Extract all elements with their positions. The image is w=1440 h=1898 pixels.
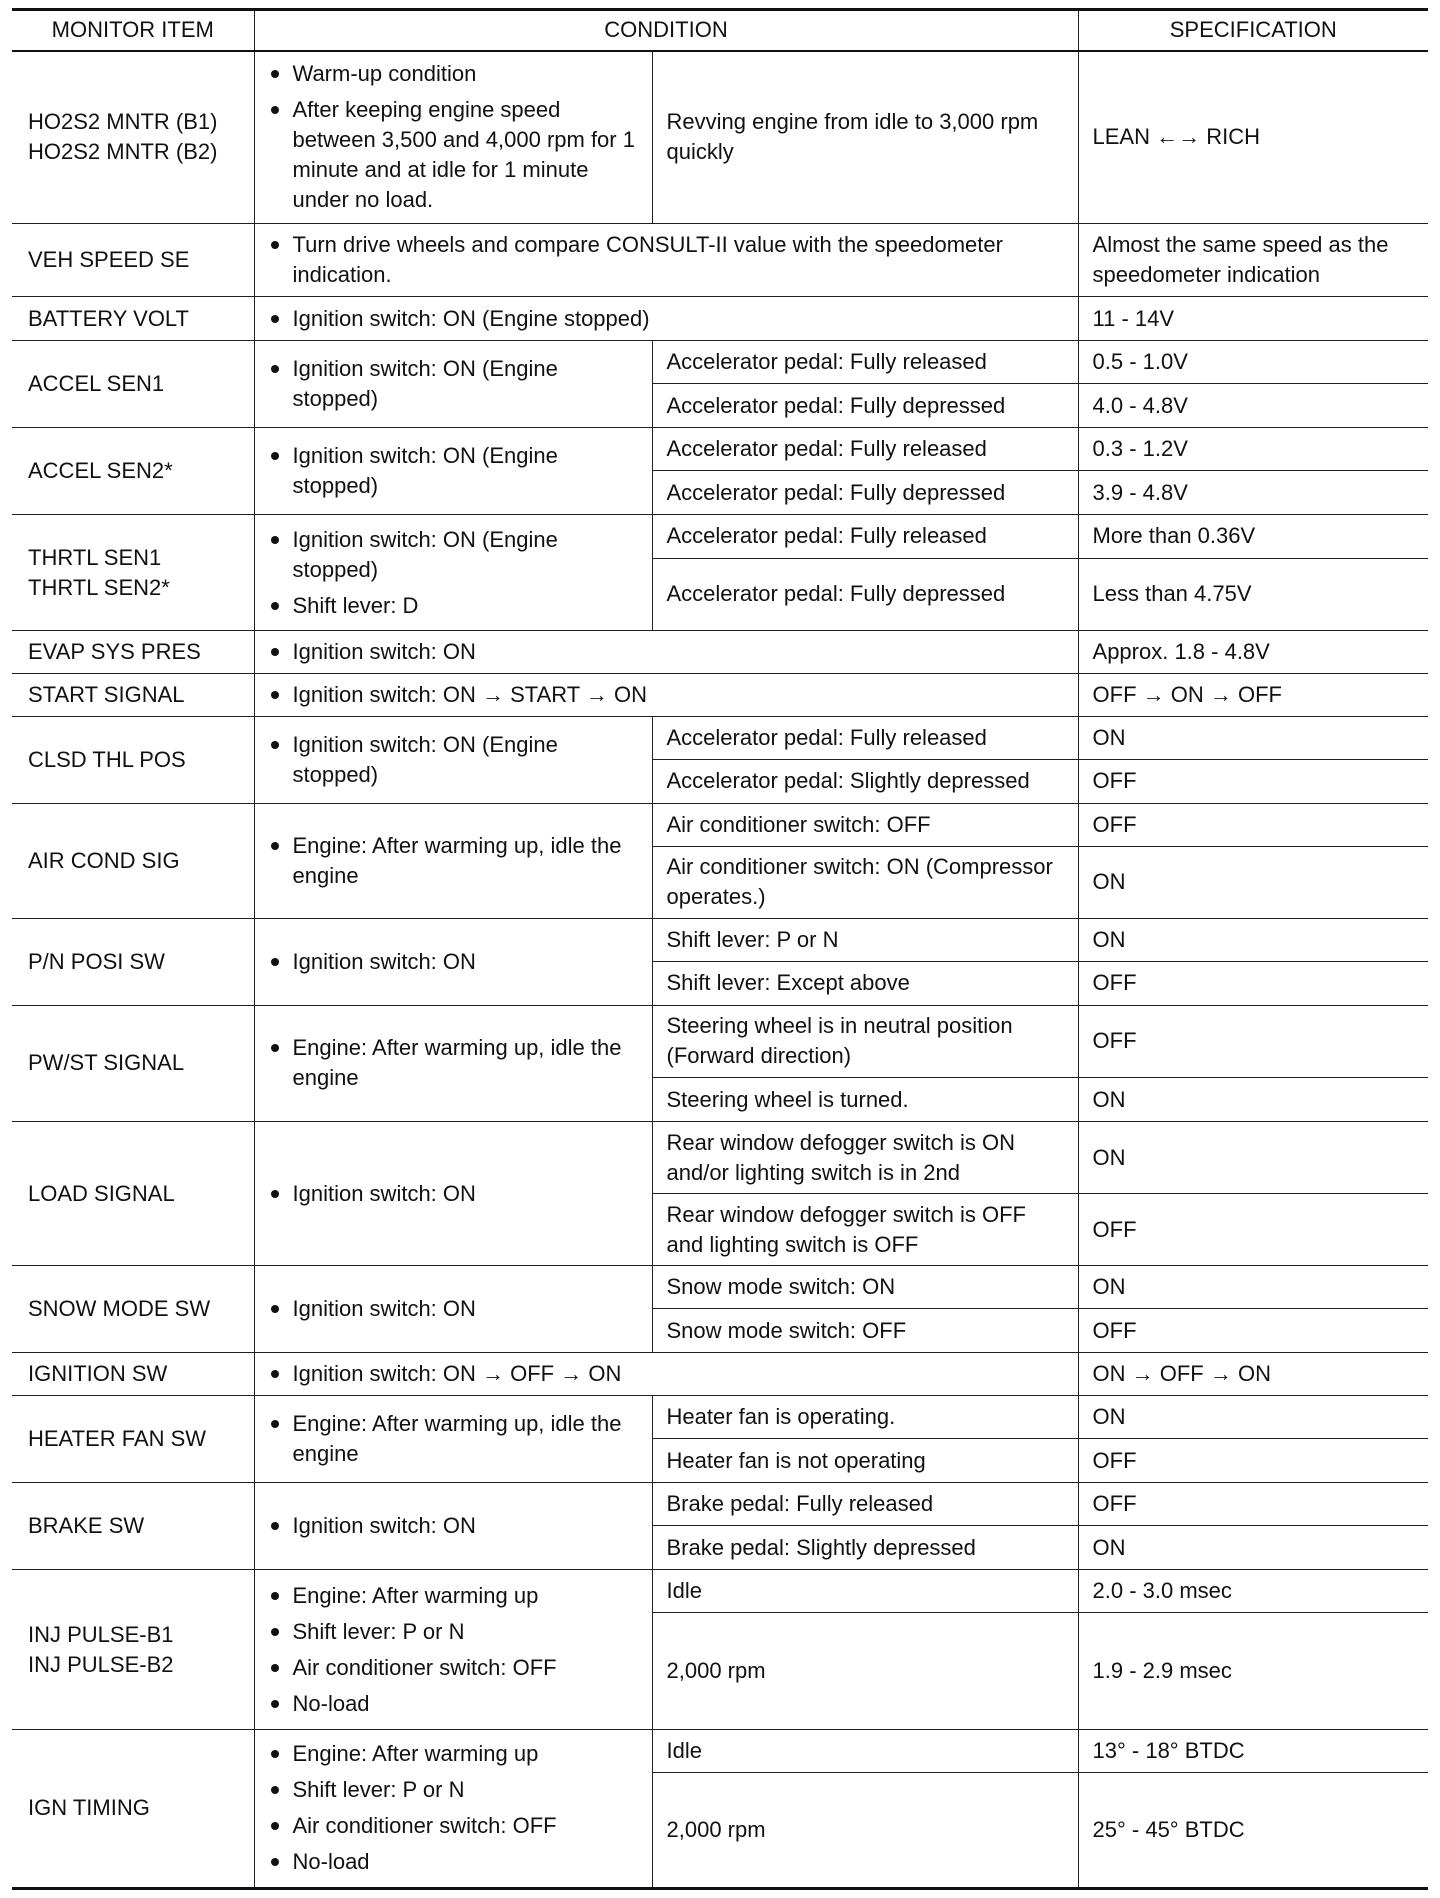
specification-cell: ON [1078, 1396, 1428, 1439]
condition-text: Air conditioner switch: OFF [292, 1654, 557, 1680]
condition-text: Turn drive wheels and compare CONSULT-II value with the speedometer indication. [292, 232, 1003, 288]
monitor-item-name: CLSD THL POS [28, 746, 186, 772]
monitor-item-name: AIR COND SIG [28, 847, 180, 873]
sub-condition-cell: Rear window defogger switch is OFF and lighting switch is OFF [652, 1194, 1078, 1266]
sub-condition-cell: 2,000 rpm [652, 1772, 1078, 1888]
condition-text: Warm-up condition [292, 61, 477, 87]
condition-cell [254, 630, 1078, 673]
sub-condition-cell: Accelerator pedal: Fully released [652, 515, 1078, 558]
condition-item [269, 1775, 638, 1805]
condition-text: Ignition switch: ON [292, 1513, 476, 1539]
monitor-item-name: THRTL SEN1 [28, 544, 162, 570]
table-row [12, 51, 1428, 224]
monitor-item-name: HO2S2 MNTR (B1) [28, 109, 218, 135]
sub-condition-cell: Revving engine from idle to 3,000 rpm quickly [652, 51, 1078, 224]
condition-text: Ignition switch: ON (Engine stopped) [292, 526, 558, 582]
sub-condition-cell: Rear window defogger switch is ON and/or lighting switch is in 2nd [652, 1122, 1078, 1194]
condition-cell [254, 803, 652, 918]
monitor-item-cell [12, 1729, 254, 1888]
sub-condition-cell: Air conditioner switch: OFF [652, 803, 1078, 846]
condition-text: Ignition switch: ON [292, 1296, 476, 1322]
header-condition: CONDITION [254, 10, 1078, 51]
sub-condition-cell: Idle [652, 1729, 1078, 1772]
condition-item [269, 1689, 638, 1719]
condition-text: Ignition switch: ON → START → ON [292, 681, 648, 707]
condition-cell [254, 428, 652, 515]
specification-cell: 3.9 - 4.8V [1078, 471, 1428, 515]
table-row [12, 716, 1428, 759]
specification-cell: OFF [1078, 1194, 1428, 1266]
header-row [12, 10, 1428, 51]
condition-item [269, 680, 1064, 710]
specification-cell: OFF [1078, 803, 1428, 846]
bullet-icon [271, 1420, 279, 1428]
condition-text: No-load [292, 1849, 370, 1875]
condition-cell [254, 918, 652, 1005]
condition-list [269, 1359, 1064, 1389]
specification-cell: 0.3 - 1.2V [1078, 428, 1428, 471]
specification-cell: OFF [1078, 1483, 1428, 1526]
condition-cell [254, 1266, 652, 1353]
condition-list [269, 637, 1064, 667]
condition-text: Engine: After warming up [292, 1741, 539, 1767]
table-row [12, 1353, 1428, 1396]
condition-text: Engine: After warming up, idle the engine [292, 1035, 622, 1091]
table-body [12, 51, 1428, 1889]
specification-cell: 11 - 14V [1078, 297, 1428, 341]
condition-cell [254, 1122, 652, 1266]
condition-item [269, 230, 1064, 290]
specification-cell: 4.0 - 4.8V [1078, 384, 1428, 428]
monitor-item-name: P/N POSI SW [28, 948, 165, 974]
bullet-icon [271, 1044, 279, 1052]
condition-text: No-load [292, 1690, 370, 1716]
monitor-item-name: SNOW MODE SW [28, 1296, 211, 1322]
bullet-icon [271, 741, 279, 749]
monitor-item-name: ACCEL SEN2* [28, 458, 173, 484]
specification-cell: OFF → ON → OFF [1078, 673, 1428, 716]
bullet-icon [271, 1305, 279, 1313]
specification-cell: OFF [1078, 1309, 1428, 1353]
monitor-item-name: PW/ST SIGNAL [28, 1050, 185, 1076]
sub-condition-cell: Shift lever: P or N [652, 918, 1078, 961]
monitor-item-name: ACCEL SEN1 [28, 371, 165, 397]
table-row [12, 297, 1428, 341]
monitor-item-name: VEH SPEED SE [28, 247, 190, 273]
condition-list [269, 831, 638, 891]
bullet-icon [271, 1370, 279, 1378]
monitor-item-cell [12, 1122, 254, 1266]
condition-list [269, 304, 1064, 334]
monitor-item-name: IGNITION SW [28, 1361, 168, 1387]
condition-item [269, 831, 638, 891]
condition-item [269, 1359, 1064, 1389]
condition-item [269, 1653, 638, 1683]
monitor-item-cell [12, 1005, 254, 1121]
sub-condition-cell: Shift lever: Except above [652, 961, 1078, 1005]
condition-cell [254, 1353, 1078, 1396]
monitor-item-name: HO2S2 MNTR (B2) [28, 139, 218, 165]
monitor-item-cell [12, 1266, 254, 1353]
sub-condition-cell: Accelerator pedal: Fully released [652, 428, 1078, 471]
condition-list [269, 354, 638, 414]
monitor-item-cell [12, 515, 254, 630]
monitor-item-name: HEATER FAN SW [28, 1426, 207, 1452]
condition-list [269, 441, 638, 501]
monitor-item-name: BATTERY VOLT [28, 305, 189, 331]
monitor-item-cell [12, 297, 254, 341]
condition-list [269, 947, 638, 977]
condition-text: Ignition switch: ON (Engine stopped) [292, 731, 558, 787]
condition-list [269, 525, 638, 621]
condition-cell [254, 1729, 652, 1888]
table-row [12, 1005, 1428, 1077]
sub-condition-cell: Accelerator pedal: Fully released [652, 341, 1078, 384]
table-row [12, 515, 1428, 558]
table-row [12, 1483, 1428, 1526]
bullet-icon [271, 958, 279, 966]
sub-condition-cell: Accelerator pedal: Fully depressed [652, 471, 1078, 515]
specification-cell: 25° - 45° BTDC [1078, 1772, 1428, 1888]
bullet-icon [271, 842, 279, 850]
condition-list [269, 1179, 638, 1209]
table-row [12, 428, 1428, 471]
bullet-icon [271, 315, 279, 323]
monitor-item-cell [12, 1396, 254, 1483]
bullet-icon [271, 1592, 279, 1600]
condition-item [269, 591, 638, 621]
bullet-icon [271, 1822, 279, 1830]
bullet-icon [271, 241, 279, 249]
sub-condition-cell: 2,000 rpm [652, 1613, 1078, 1729]
specification-cell: ON [1078, 918, 1428, 961]
condition-text: Engine: After warming up [292, 1582, 539, 1608]
monitor-item-cell [12, 428, 254, 515]
monitor-item-cell [12, 673, 254, 716]
condition-list [269, 1294, 638, 1324]
bullet-icon [271, 106, 279, 114]
condition-cell [254, 716, 652, 803]
table-row [12, 803, 1428, 846]
table-row [12, 1122, 1428, 1194]
condition-cell [254, 673, 1078, 716]
specification-cell: 13° - 18° BTDC [1078, 1729, 1428, 1772]
condition-cell [254, 1483, 652, 1570]
bullet-icon [271, 648, 279, 656]
sub-condition-cell: Steering wheel is in neutral position (Forward direction) [652, 1005, 1078, 1077]
sub-condition-cell: Accelerator pedal: Fully depressed [652, 384, 1078, 428]
condition-text: Air conditioner switch: OFF [292, 1813, 557, 1839]
table-row [12, 224, 1428, 297]
condition-text: After keeping engine speed between 3,500 and 4,000 rpm for 1 minute and at idle for 1 minute under no load. [292, 97, 635, 213]
monitor-item-name: START SIGNAL [28, 681, 185, 707]
condition-item [269, 354, 638, 414]
condition-item [269, 1617, 638, 1647]
condition-item [269, 441, 638, 501]
specification-cell: 2.0 - 3.0 msec [1078, 1570, 1428, 1613]
monitor-item-cell [12, 716, 254, 803]
specification-cell: OFF [1078, 961, 1428, 1005]
bullet-icon [271, 1700, 279, 1708]
monitor-item-cell [12, 1353, 254, 1396]
table-row [12, 341, 1428, 384]
bullet-icon [271, 1628, 279, 1636]
condition-list [269, 230, 1064, 290]
condition-text: Shift lever: P or N [292, 1777, 465, 1803]
condition-list [269, 59, 638, 215]
condition-list [269, 730, 638, 790]
monitor-item-cell [12, 918, 254, 1005]
condition-text: Shift lever: P or N [292, 1618, 465, 1644]
condition-cell [254, 1396, 652, 1483]
bullet-icon [271, 1664, 279, 1672]
condition-item [269, 1179, 638, 1209]
table-row [12, 1396, 1428, 1439]
table-row [12, 918, 1428, 961]
specification-cell: ON [1078, 716, 1428, 759]
specification-cell: OFF [1078, 1005, 1428, 1077]
table-row [12, 1570, 1428, 1613]
sub-condition-cell: Heater fan is operating. [652, 1396, 1078, 1439]
sub-condition-cell: Idle [652, 1570, 1078, 1613]
condition-item [269, 304, 1064, 334]
specification-cell: OFF [1078, 1439, 1428, 1483]
bullet-icon [271, 1858, 279, 1866]
specification-cell: 0.5 - 1.0V [1078, 341, 1428, 384]
monitor-item-name: INJ PULSE-B1 [28, 1621, 174, 1647]
condition-item [269, 637, 1064, 667]
sub-condition-cell: Brake pedal: Fully released [652, 1483, 1078, 1526]
monitor-item-name: LOAD SIGNAL [28, 1180, 175, 1206]
condition-item [269, 1811, 638, 1841]
specification-cell: ON [1078, 1266, 1428, 1309]
header-specification: SPECIFICATION [1078, 10, 1428, 51]
bullet-icon [271, 602, 279, 610]
condition-list [269, 680, 1064, 710]
monitor-item-name: INJ PULSE-B2 [28, 1651, 174, 1677]
condition-text: Ignition switch: ON → OFF → ON [292, 1361, 622, 1387]
condition-cell [254, 515, 652, 630]
bullet-icon [271, 365, 279, 373]
condition-text: Engine: After warming up, idle the engine [292, 1411, 622, 1467]
bullet-icon [271, 536, 279, 544]
sub-condition-cell: Snow mode switch: ON [652, 1266, 1078, 1309]
condition-text: Ignition switch: ON (Engine stopped) [292, 356, 558, 412]
bullet-icon [271, 1750, 279, 1758]
bullet-icon [271, 1522, 279, 1530]
condition-list [269, 1511, 638, 1541]
condition-item [269, 1581, 638, 1611]
table-row [12, 630, 1428, 673]
condition-text: Ignition switch: ON [292, 948, 476, 974]
condition-item [269, 1033, 638, 1093]
bullet-icon [271, 452, 279, 460]
condition-item [269, 947, 638, 977]
bullet-icon [271, 1190, 279, 1198]
condition-cell [254, 224, 1078, 297]
condition-item [269, 59, 638, 89]
sub-condition-cell: Steering wheel is turned. [652, 1077, 1078, 1121]
condition-list [269, 1033, 638, 1093]
bullet-icon [271, 1786, 279, 1794]
condition-list [269, 1581, 638, 1719]
monitor-item-name: BRAKE SW [28, 1513, 145, 1539]
condition-item [269, 1409, 638, 1469]
monitor-item-cell [12, 803, 254, 918]
condition-item [269, 95, 638, 215]
condition-text: Ignition switch: ON [292, 1180, 476, 1206]
sub-condition-cell: Accelerator pedal: Slightly depressed [652, 759, 1078, 803]
specification-cell: Approx. 1.8 - 4.8V [1078, 630, 1428, 673]
specification-cell: 1.9 - 2.9 msec [1078, 1613, 1428, 1729]
condition-item [269, 1294, 638, 1324]
monitor-item-name: EVAP SYS PRES [28, 638, 201, 664]
specification-cell: ON [1078, 1122, 1428, 1194]
condition-item [269, 525, 638, 585]
specification-cell: Less than 4.75V [1078, 558, 1428, 630]
sub-condition-cell: Accelerator pedal: Fully depressed [652, 558, 1078, 630]
bullet-icon [271, 70, 279, 78]
specification-cell: ON [1078, 1526, 1428, 1570]
monitor-item-cell [12, 51, 254, 224]
condition-text: Shift lever: D [292, 592, 419, 618]
sub-condition-cell: Brake pedal: Slightly depressed [652, 1526, 1078, 1570]
monitor-item-cell [12, 630, 254, 673]
monitor-item-cell [12, 1570, 254, 1729]
condition-text: Engine: After warming up, idle the engine [292, 832, 622, 888]
condition-text: Ignition switch: ON (Engine stopped) [292, 305, 650, 331]
condition-text: Ignition switch: ON [292, 638, 476, 664]
monitor-item-cell [12, 341, 254, 428]
specification-cell: ON [1078, 846, 1428, 918]
condition-list [269, 1409, 638, 1469]
specification-cell: ON → OFF → ON [1078, 1353, 1428, 1396]
condition-cell [254, 1005, 652, 1121]
condition-cell [254, 1570, 652, 1729]
specification-cell: Almost the same speed as the speedometer indication [1078, 224, 1428, 297]
monitor-item-cell [12, 1483, 254, 1570]
condition-cell [254, 341, 652, 428]
condition-text: Ignition switch: ON (Engine stopped) [292, 443, 558, 499]
monitor-item-name: IGN TIMING [28, 1795, 150, 1821]
monitor-spec-table [12, 8, 1428, 1890]
monitor-item-name: THRTL SEN2* [28, 574, 170, 600]
condition-item [269, 1739, 638, 1769]
spec-table-page [12, 8, 1428, 1890]
sub-condition-cell: Accelerator pedal: Fully released [652, 716, 1078, 759]
table-row [12, 1266, 1428, 1309]
specification-cell: ON [1078, 1077, 1428, 1121]
condition-item [269, 1511, 638, 1541]
sub-condition-cell: Snow mode switch: OFF [652, 1309, 1078, 1353]
bullet-icon [271, 691, 279, 699]
header-monitor-item: MONITOR ITEM [12, 10, 254, 51]
specification-cell: LEAN ←→ RICH [1078, 51, 1428, 224]
sub-condition-cell: Air conditioner switch: ON (Compressor operates.) [652, 846, 1078, 918]
table-row [12, 673, 1428, 716]
condition-cell [254, 51, 652, 224]
condition-item [269, 730, 638, 790]
specification-cell: OFF [1078, 759, 1428, 803]
sub-condition-cell: Heater fan is not operating [652, 1439, 1078, 1483]
condition-list [269, 1739, 638, 1877]
specification-cell: More than 0.36V [1078, 515, 1428, 558]
condition-item [269, 1847, 638, 1877]
monitor-item-cell [12, 224, 254, 297]
condition-cell [254, 297, 1078, 341]
table-row [12, 1729, 1428, 1772]
